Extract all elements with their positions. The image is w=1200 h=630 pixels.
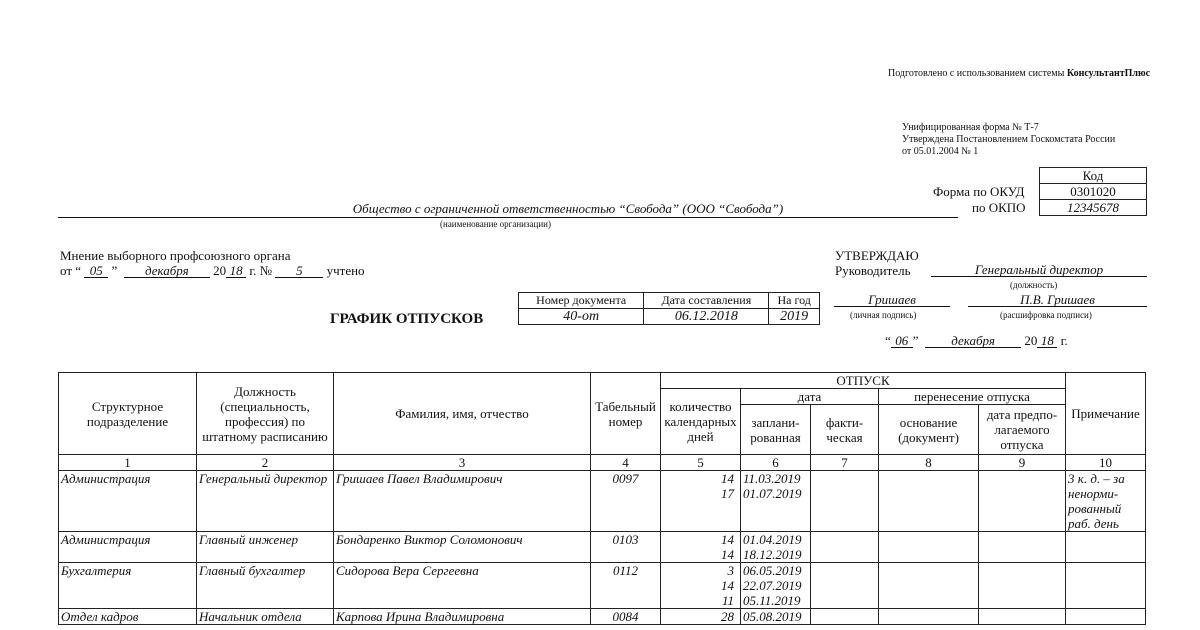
column-number: 6 (741, 455, 811, 471)
doc-year-header: На год (769, 293, 820, 309)
union-label: Мнение выборного профсоюзного органа (60, 248, 291, 263)
text: от “ (60, 263, 82, 278)
okud-code: 0301020 (1040, 184, 1147, 200)
doc-date-header: Дата составления (644, 293, 769, 309)
text: 20 (213, 263, 227, 278)
cell-planned (741, 532, 811, 563)
signer-name: П.В. Гришаев (968, 293, 1147, 307)
cell-position (197, 532, 334, 563)
employee-name: Карпова Ирина Владимировна (336, 609, 505, 624)
cell-note (1066, 532, 1146, 563)
text: г. (1060, 333, 1068, 348)
text: г. № (249, 263, 273, 278)
form-info (902, 122, 1115, 158)
column-number: 3 (334, 455, 591, 471)
table-row (59, 563, 1146, 609)
cell-days (661, 609, 741, 625)
okud-label: Форма по ОКУД (933, 184, 1025, 199)
cell-note (1066, 609, 1146, 625)
table-row (59, 532, 1146, 563)
doc-number: 40-от (519, 309, 644, 325)
cell-note (1066, 563, 1146, 609)
days: 14 (721, 578, 734, 593)
column-number: 1 (59, 455, 197, 471)
cell-dept (59, 563, 197, 609)
okpo-label: по ОКПО (972, 200, 1026, 215)
header-basis: основание (документ) (879, 405, 979, 455)
column-number: 7 (811, 455, 879, 471)
cell-name (334, 609, 591, 625)
cell-dept (59, 471, 197, 532)
dept: Администрация (61, 471, 151, 486)
doc-year: 2019 (769, 309, 820, 325)
codes-table (1039, 167, 1147, 216)
planned-date: 22.07.2019 (743, 578, 802, 593)
cell-tab (591, 471, 661, 532)
cell-expected (979, 532, 1066, 563)
text: 20 (1024, 333, 1038, 348)
cell-expected (979, 563, 1066, 609)
head-position: Генеральный директор (931, 263, 1147, 277)
column-number: 9 (979, 455, 1066, 471)
employee-name: Сидорова Вера Сергеевна (336, 563, 479, 578)
cell-position (197, 609, 334, 625)
cell-tab (591, 609, 661, 625)
header-expected: дата предпо-лагаемого отпуска (979, 405, 1066, 455)
prepared-text: Подготовлено с использованием системы (888, 68, 1067, 79)
dept: Бухгалтерия (61, 563, 132, 578)
header-tab: Табельный номер (591, 373, 661, 455)
header-vacation: ОТПУСК (661, 373, 1066, 389)
doc-table (518, 292, 820, 325)
brand: КонсультантПлюс (1066, 68, 1151, 79)
tab-number: 0084 (612, 609, 639, 624)
org-caption: (наименование организации) (440, 219, 551, 229)
form-line: Утверждена Постановлением Госкомстата России (902, 134, 1116, 145)
days: 3 (727, 563, 734, 578)
days: 14 (721, 532, 734, 547)
cell-tab (591, 532, 661, 563)
position: Генеральный директор (199, 471, 328, 486)
column-number: 2 (197, 455, 334, 471)
column-number: 8 (879, 455, 979, 471)
cell-basis (879, 532, 979, 563)
days: 17 (721, 486, 734, 501)
planned-date: 06.05.2019 (743, 563, 802, 578)
union-year: 18 (226, 264, 246, 278)
planned-date: 05.08.2019 (743, 609, 802, 624)
planned-date: 01.04.2019 (743, 532, 802, 547)
position: Главный бухгалтер (199, 563, 306, 578)
union-number: 5 (275, 264, 323, 278)
cell-expected (979, 609, 1066, 625)
tab-number: 0112 (612, 563, 639, 578)
table-row (59, 471, 1146, 532)
cell-position (197, 563, 334, 609)
cell-name (334, 563, 591, 609)
note: 3 к. д. – за ненорми-рованный раб. день (1068, 471, 1125, 531)
code-header: Код (1040, 168, 1147, 184)
doc-number-header: Номер документа (519, 293, 644, 309)
head-label: Руководитель (835, 263, 911, 278)
org-name: Общество с ограниченной ответственностью “Свобода” (ООО “Свобода”) (58, 201, 958, 218)
position: Начальник отдела (199, 609, 302, 624)
employee-name: Бондаренко Виктор Соломонович (336, 532, 523, 547)
text: ” (111, 263, 118, 278)
page-title: ГРАФИК ОТПУСКОВ (330, 311, 484, 327)
text: “ (885, 333, 891, 348)
okpo-code: 12345678 (1040, 200, 1147, 216)
cell-basis (879, 609, 979, 625)
header-date: дата (741, 389, 879, 405)
cell-position (197, 471, 334, 532)
planned-date: 05.11.2019 (743, 593, 801, 608)
header-days: количество календарных дней (661, 389, 741, 455)
approve-date (885, 333, 1068, 349)
cell-actual (811, 471, 879, 532)
table-row (59, 609, 1146, 625)
cell-planned (741, 471, 811, 532)
vacation-schedule-table (58, 372, 1146, 625)
name-caption: (расшифровка подписи) (1000, 310, 1092, 320)
form-line: Унифицированная форма № Т-7 (902, 122, 1039, 133)
column-number: 4 (591, 455, 661, 471)
header-planned: заплани-рованная (741, 405, 811, 455)
tab-number: 0103 (612, 532, 639, 547)
header-transfer: перенесение отпуска (879, 389, 1066, 405)
union-date (60, 263, 365, 279)
form-line: от 05.01.2004 № 1 (902, 146, 979, 157)
signature-caption: (личная подпись) (850, 310, 917, 320)
prepared-note (888, 68, 1150, 79)
column-number: 5 (661, 455, 741, 471)
text: учтено (326, 263, 365, 278)
days: 11 (721, 593, 734, 608)
header-dept: Структурное подразделение (59, 373, 197, 455)
signature: Гришаев (834, 293, 950, 307)
cell-tab (591, 563, 661, 609)
header-actual: факти-ческая (811, 405, 879, 455)
union-month: декабря (124, 264, 210, 278)
employee-name: Гришаев Павел Владимирович (336, 471, 503, 486)
approve-month: декабря (925, 334, 1021, 348)
dept: Администрация (61, 532, 151, 547)
cell-name (334, 532, 591, 563)
cell-expected (979, 471, 1066, 532)
doc-date: 06.12.2018 (644, 309, 769, 325)
cell-dept (59, 532, 197, 563)
cell-days (661, 471, 741, 532)
cell-planned (741, 609, 811, 625)
position: Главный инженер (199, 532, 299, 547)
cell-note (1066, 471, 1146, 532)
header-note: Примечание (1066, 373, 1146, 455)
cell-basis (879, 563, 979, 609)
header-position: Должность (специальность, профессия) по штатному расписанию (197, 373, 334, 455)
cell-actual (811, 609, 879, 625)
text: ” (912, 333, 919, 348)
cell-dept (59, 609, 197, 625)
cell-days (661, 563, 741, 609)
cell-days (661, 532, 741, 563)
approve-day: 06 (891, 334, 913, 348)
union-day: 05 (84, 264, 108, 278)
days: 14 (721, 471, 734, 486)
header-name: Фамилия, имя, отчество (334, 373, 591, 455)
approve-year: 18 (1037, 334, 1057, 348)
cell-actual (811, 563, 879, 609)
dept: Отдел кадров (61, 609, 139, 624)
days: 14 (721, 547, 734, 562)
cell-name (334, 471, 591, 532)
approve-title: УТВЕРЖДАЮ (835, 248, 919, 263)
tab-number: 0097 (612, 471, 639, 486)
cell-actual (811, 532, 879, 563)
column-number: 10 (1066, 455, 1146, 471)
cell-basis (879, 471, 979, 532)
planned-date: 18.12.2019 (743, 547, 802, 562)
planned-date: 11.03.2019 (743, 471, 801, 486)
planned-date: 01.07.2019 (743, 486, 802, 501)
position-caption: (должность) (1010, 280, 1058, 290)
cell-planned (741, 563, 811, 609)
days: 28 (721, 609, 734, 624)
